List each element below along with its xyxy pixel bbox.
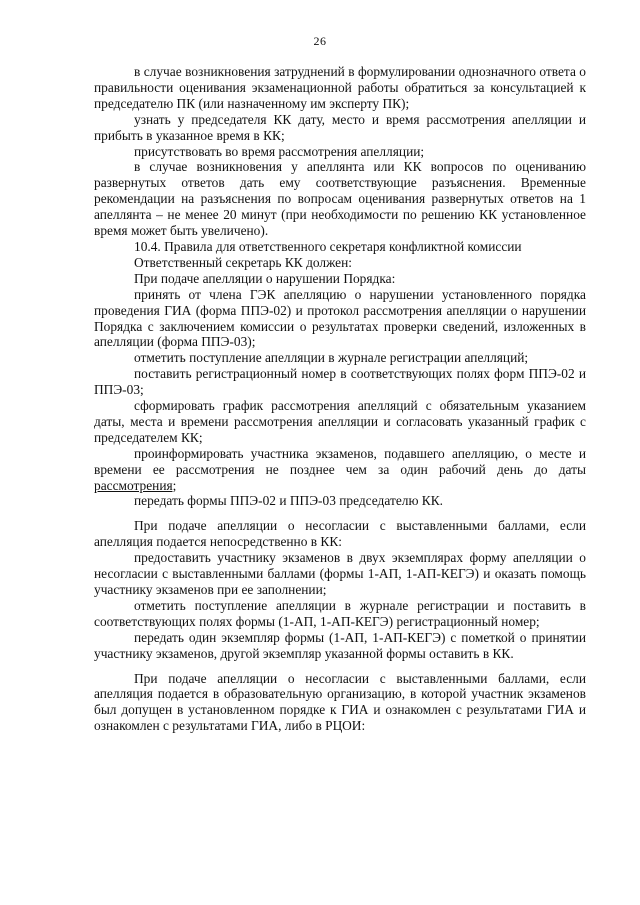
paragraph-text: проинформировать участника экзаменов, подавшего апелляцию, о месте и времени ее рассмотрения не позднее чем за один рабочий день до даты <box>94 445 586 477</box>
paragraph: Ответственный секретарь КК должен: <box>134 254 352 270</box>
paragraph: При подаче апелляции о несогласии с выставленными баллами, если апелляция подается непосредственно в КК: <box>94 518 586 550</box>
document-body <box>94 64 586 734</box>
paragraph: в случае возникновения у апеллянта или КК вопросов по оцениванию развернутых ответов дать ему соответствующие разъяснения. Временные рекомендации на разъяснения по вопросам оценивания развернутых ответов на 1 апеллянта – не менее 20 минут (при необходимости по решению КК установленное время может быть увеличено). <box>94 159 586 239</box>
paragraph: отметить поступление апелляции в журнале регистрации апелляций; <box>134 350 529 366</box>
paragraph: в случае возникновения затруднений в формулировании однозначного ответа о правильности оценивания экзаменационной работы обратиться за консультацией к председателю ПК (или назначенному им эксперту ПК); <box>94 64 586 111</box>
paragraph: сформировать график рассмотрения апелляций с обязательным указанием даты, места и времени рассмотрения апелляции и согласовать указанный график с председателем КК; <box>94 398 586 445</box>
paragraph: предоставить участнику экзаменов в двух экземплярах форму апелляции о несогласии с выставленными баллами (формы 1-АП, 1-АП-КЕГЭ) и оказать помощь участнику экзаменов при ее заполнении; <box>94 550 586 597</box>
paragraph: передать один экземпляр формы (1-АП, 1-АП-КЕГЭ) с пометкой о принятии участнику экзаменов, другой экземпляр указанной формы оставить в КК. <box>94 629 586 661</box>
paragraph: узнать у председателя КК дату, место и время рассмотрения апелляции и прибыть в указанное время в КК; <box>94 111 586 143</box>
underlined-word: рассмотрения; <box>94 477 177 493</box>
paragraph: присутствовать во время рассмотрения апелляции; <box>134 143 425 159</box>
paragraph <box>94 446 586 494</box>
paragraph: При подаче апелляции о нарушении Порядка: <box>134 270 396 286</box>
paragraph: отметить поступление апелляции в журнале регистрации и поставить в соответствующих полях формы (1-АП, 1-АП-КЕГЭ) регистрационный номер; <box>94 597 586 629</box>
paragraph: передать формы ППЭ-02 и ППЭ-03 председателю КК. <box>134 493 444 509</box>
section-heading: 10.4. Правила для ответственного секретаря конфликтной комиссии <box>134 238 522 254</box>
paragraph: При подаче апелляции о несогласии с выставленными баллами, если апелляция подается в образовательную организацию, в которой участник экзаменов был допущен в установленном порядке к ГИА и ознакомлен с результатами ГИА и ознакомлен с результатами ГИА, либо в РЦОИ: <box>94 670 586 734</box>
page-number: 26 <box>313 34 327 48</box>
paragraph: принять от члена ГЭК апелляцию о нарушении установленного порядка проведения ГИА (форма ППЭ-02) и протокол рассмотрения апелляции о нарушении Порядка с заключением комиссии о результатах проверки сведений, изложенных в апелляции (форма ППЭ-03); <box>94 286 586 350</box>
paragraph: поставить регистрационный номер в соответствующих полях форм ППЭ-02 и ППЭ-03; <box>94 366 586 398</box>
